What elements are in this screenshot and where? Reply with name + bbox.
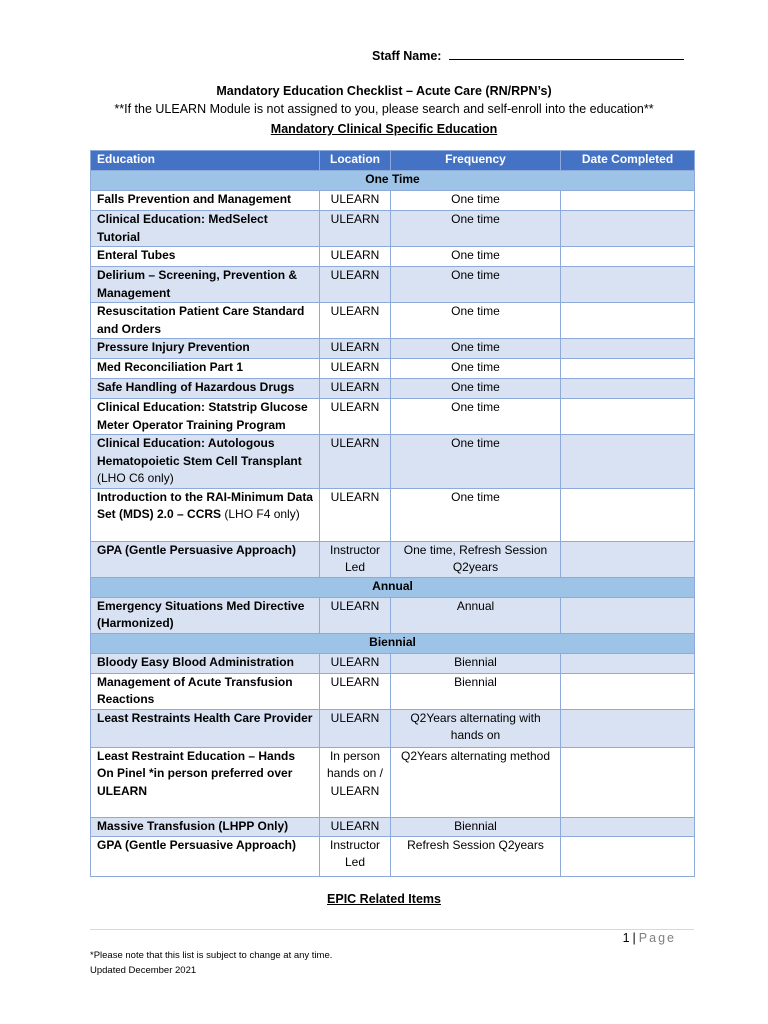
frequency-cell: Q2Years alternating with hands on (391, 709, 561, 747)
date-completed-cell[interactable] (561, 399, 695, 435)
date-completed-cell[interactable] (561, 747, 695, 817)
education-checklist-table (90, 150, 695, 877)
location-cell: Instructor Led (320, 541, 391, 577)
location-cell: ULEARN (320, 359, 391, 379)
table-row (91, 817, 695, 836)
table-row (91, 303, 695, 339)
date-completed-cell[interactable] (561, 488, 695, 541)
footer-divider (90, 929, 694, 930)
education-cell: Emergency Situations Med Directive (Harmonized) (91, 597, 320, 633)
location-cell: ULEARN (320, 247, 391, 267)
location-cell: ULEARN (320, 435, 391, 489)
table-row (91, 359, 695, 379)
frequency-cell: One time (391, 247, 561, 267)
date-completed-cell[interactable] (561, 339, 695, 359)
staff-name-blank (449, 46, 684, 60)
table-header-row (91, 151, 695, 171)
staff-name-label: Staff Name: (372, 49, 442, 63)
table-row (91, 597, 695, 633)
education-cell: Massive Transfusion (LHPP Only) (91, 817, 320, 836)
section-row-annual (91, 577, 695, 597)
table-row (91, 267, 695, 303)
education-cell: Clinical Education: Statstrip Glucose Meter Operator Training Program (91, 399, 320, 435)
location-cell: ULEARN (320, 379, 391, 399)
date-completed-cell[interactable] (561, 597, 695, 633)
location-cell: ULEARN (320, 673, 391, 709)
location-cell: ULEARN (320, 211, 391, 247)
education-cell: Clinical Education: MedSelect Tutorial (91, 211, 320, 247)
frequency-cell: Biennial (391, 817, 561, 836)
frequency-cell: One time (391, 191, 561, 211)
epic-related-heading: EPIC Related Items (327, 892, 441, 906)
document-title: Mandatory Education Checklist – Acute Care (RN/RPN’s) (216, 84, 552, 98)
location-cell: Instructor Led (320, 836, 391, 876)
staff-name-line (372, 46, 684, 63)
education-cell: Med Reconciliation Part 1 (91, 359, 320, 379)
table-row (91, 541, 695, 577)
date-completed-cell[interactable] (561, 673, 695, 709)
education-title: Clinical Education: Autologous Hematopoietic Stem Cell Transplant (97, 436, 302, 468)
frequency-cell: One time (391, 379, 561, 399)
location-cell: ULEARN (320, 817, 391, 836)
date-completed-cell[interactable] (561, 817, 695, 836)
table-row (91, 673, 695, 709)
education-cell: Resuscitation Patient Care Standard and Orders (91, 303, 320, 339)
section-label: Annual (91, 577, 695, 597)
location-cell: ULEARN (320, 653, 391, 673)
education-cell: GPA (Gentle Persuasive Approach) (91, 541, 320, 577)
date-completed-cell[interactable] (561, 267, 695, 303)
date-completed-cell[interactable] (561, 191, 695, 211)
education-cell: Delirium – Screening, Prevention & Management (91, 267, 320, 303)
date-completed-cell[interactable] (561, 303, 695, 339)
table-row (91, 211, 695, 247)
page-separator: | (632, 931, 636, 945)
location-cell: ULEARN (320, 488, 391, 541)
frequency-cell: One time (391, 399, 561, 435)
page-number: 1 (622, 931, 630, 945)
location-cell: ULEARN (320, 709, 391, 747)
location-cell: In person hands on / ULEARN (320, 747, 391, 817)
education-cell: Bloody Easy Blood Administration (91, 653, 320, 673)
table-row (91, 653, 695, 673)
table-row (91, 247, 695, 267)
education-cell (91, 488, 320, 541)
location-cell: ULEARN (320, 597, 391, 633)
location-cell: ULEARN (320, 191, 391, 211)
frequency-cell: One time (391, 303, 561, 339)
enrollment-note: **If the ULEARN Module is not assigned to you, please search and self-enroll into the education** (114, 102, 654, 116)
date-completed-cell[interactable] (561, 653, 695, 673)
section-label: Biennial (91, 633, 695, 653)
table-row (91, 709, 695, 747)
table-row (91, 488, 695, 541)
disclaimer-note: *Please note that this list is subject to change at any time. (90, 950, 333, 961)
education-cell (91, 435, 320, 489)
date-completed-cell[interactable] (561, 379, 695, 399)
date-completed-cell[interactable] (561, 836, 695, 876)
section-label: One Time (91, 171, 695, 191)
frequency-cell: One time, Refresh Session Q2years (391, 541, 561, 577)
frequency-cell: Refresh Session Q2years (391, 836, 561, 876)
date-completed-cell[interactable] (561, 359, 695, 379)
table-row (91, 191, 695, 211)
frequency-cell: Annual (391, 597, 561, 633)
frequency-cell: One time (391, 435, 561, 489)
frequency-cell: Biennial (391, 673, 561, 709)
education-cell: Least Restraint Education – Hands On Pinel *in person preferred over ULEARN (91, 747, 320, 817)
education-scope-note: (LHO F4 only) (221, 507, 300, 521)
education-cell: Pressure Injury Prevention (91, 339, 320, 359)
location-cell: ULEARN (320, 267, 391, 303)
education-cell: Enteral Tubes (91, 247, 320, 267)
location-cell: ULEARN (320, 303, 391, 339)
date-completed-cell[interactable] (561, 211, 695, 247)
location-cell: ULEARN (320, 339, 391, 359)
table-row (91, 435, 695, 489)
page-number-footer (580, 931, 676, 945)
table-row (91, 379, 695, 399)
date-completed-cell[interactable] (561, 435, 695, 489)
section-row-biennial (91, 633, 695, 653)
education-cell: Falls Prevention and Management (91, 191, 320, 211)
education-cell: GPA (Gentle Persuasive Approach) (91, 836, 320, 876)
table-row (91, 399, 695, 435)
frequency-cell: Biennial (391, 653, 561, 673)
education-cell: Safe Handling of Hazardous Drugs (91, 379, 320, 399)
column-header-frequency: Frequency (391, 151, 561, 171)
education-title: Introduction to the RAI-Minimum Data Set (MDS) 2.0 – CCRS (97, 489, 313, 521)
page-word: Page (638, 931, 676, 945)
location-cell: ULEARN (320, 399, 391, 435)
education-cell: Least Restraints Health Care Provider (91, 709, 320, 747)
date-completed-cell[interactable] (561, 541, 695, 577)
date-completed-cell[interactable] (561, 709, 695, 747)
frequency-cell: One time (391, 488, 561, 541)
date-completed-cell[interactable] (561, 247, 695, 267)
education-scope-note: (LHO C6 only) (97, 471, 174, 485)
table-row (91, 339, 695, 359)
frequency-cell: One time (391, 211, 561, 247)
frequency-cell: Q2Years alternating method (391, 747, 561, 817)
frequency-cell: One time (391, 339, 561, 359)
table-row (91, 836, 695, 876)
column-header-date-completed: Date Completed (561, 151, 695, 171)
frequency-cell: One time (391, 267, 561, 303)
updated-date: Updated December 2021 (90, 965, 197, 976)
education-cell: Management of Acute Transfusion Reactions (91, 673, 320, 709)
section-row-one-time (91, 171, 695, 191)
column-header-location: Location (320, 151, 391, 171)
frequency-cell: One time (391, 359, 561, 379)
section-subtitle: Mandatory Clinical Specific Education (270, 122, 498, 136)
column-header-education: Education (91, 151, 320, 171)
table-row (91, 747, 695, 817)
